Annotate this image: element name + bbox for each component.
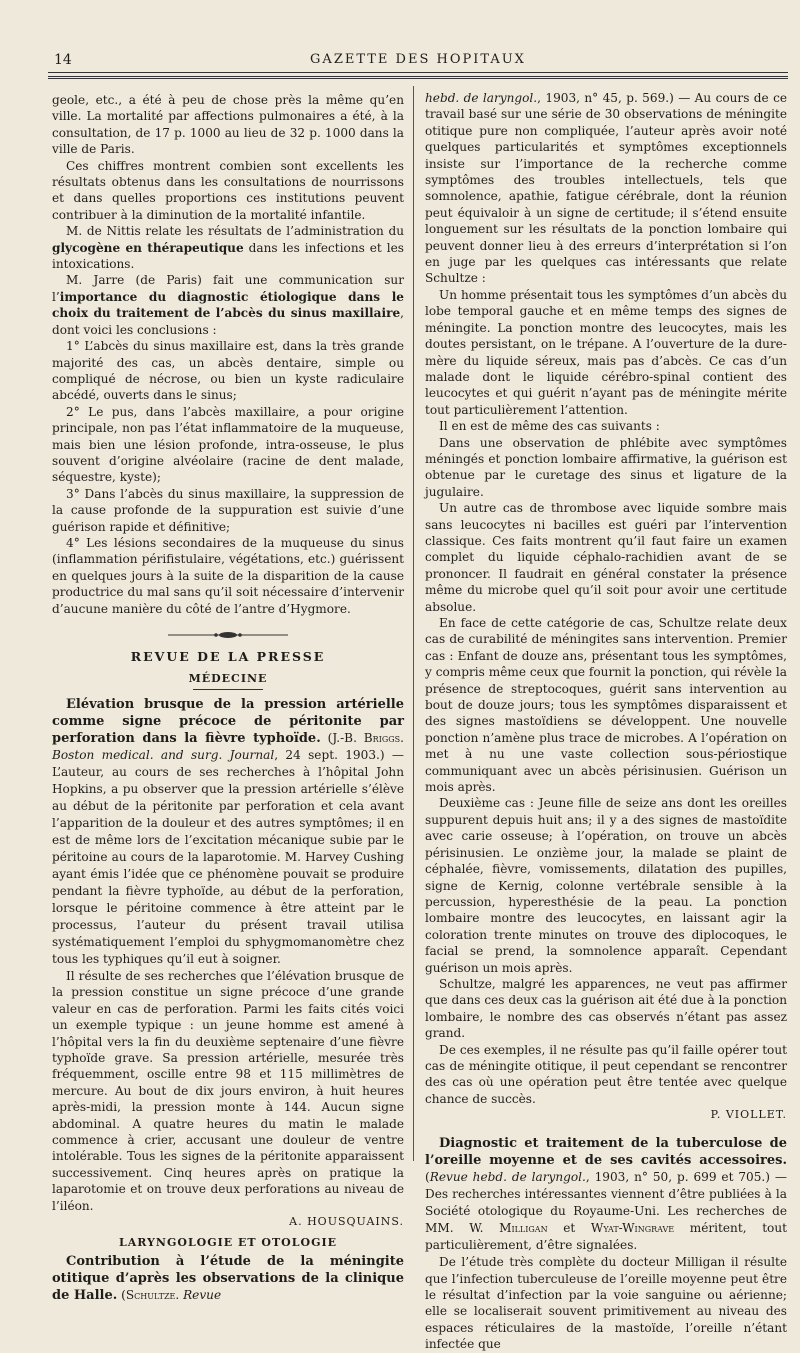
paragraph xyxy=(52,223,404,272)
ornament-divider xyxy=(52,625,404,637)
journal-name: Revue hebd. de laryngol. xyxy=(429,1170,586,1185)
paragraph: Un autre cas de thrombose avec liquide sombre mais sans leucocytes ni bacilles est guéri par l’intervention classique. Ces faits montrent qu’il faut faire un examen complet du liquide céphalo-rachidien avant de se prononcer. Il faudrait en général constater la présence même du microbe quel qu’il soit pour avoir une certitude absolue. xyxy=(425,501,787,614)
text-span: méritent, tout particulièrement, d’être signalées. xyxy=(425,1221,787,1253)
text-span: ( xyxy=(117,1288,126,1303)
paragraph: Schultze, malgré les apparences, ne veut pas affirmer que dans ces deux cas la guérison ait été due à la ponction lombaire, le nombre des cas observés n’étant pas assez grand. xyxy=(425,976,787,1041)
text-span: . xyxy=(400,731,404,745)
paragraph: geole, etc., a été à peu de chose près la même qu’en ville. La mortalité par affections pulmonaires a été, à la consultation, de 17 p. 1000 au lieu de 32 p. 1000 dans la ville de Paris. xyxy=(52,93,404,157)
title-text: Contribution à l’étude de la méningite otitique d’après les observations de la clinique de Halle. xyxy=(52,1254,404,1304)
paragraph: De ces exemples, il ne résulte pas qu’il faille opérer tout cas de méningite otitique, il peut cependant se rencontrer des cas où une opération peut être tentée avec quelque chance de succès. xyxy=(425,1042,787,1106)
column-divider xyxy=(413,86,414,1161)
author-name: Milligan xyxy=(499,1221,548,1236)
right-column xyxy=(425,90,787,1353)
journal-name: hebd. de laryngol. xyxy=(425,91,538,105)
paragraph xyxy=(52,272,404,338)
journal-name: Revue xyxy=(183,1288,222,1303)
text-span: M. de Nittis relate les résultats de l’administration du xyxy=(66,224,404,239)
text-span: dans les infections et les intoxications. xyxy=(52,240,404,272)
article-title xyxy=(52,696,404,968)
journal-name: Boston medical. and surg. Journal xyxy=(52,748,275,762)
author-signature: A. HOUSQUAINS. xyxy=(289,1215,404,1229)
page-number: 14 xyxy=(54,52,72,68)
spacer xyxy=(425,1121,787,1135)
left-column xyxy=(52,92,404,1304)
text-span: , 1903, n° 50, p. 699 et 705.) — Des recherches intéressantes viennent d’être publiées à la Société otologique du Royaume-Uni. Les recherches de MM. W. xyxy=(425,1170,787,1236)
running-title: GAZETTE DES HOPITAUX xyxy=(310,52,526,67)
text-span: et xyxy=(547,1221,591,1236)
author-name: Wyat-Wingrave xyxy=(590,1221,675,1236)
short-rule xyxy=(193,689,263,690)
author-name: Schultze xyxy=(125,1288,176,1303)
bold-topic: glycogène en thérapeutique xyxy=(52,240,244,255)
paragraph: De l’étude très complète du docteur Milligan il résulte que l’infection tuberculeuse de l’oreille moyenne peut être le résultat d’infection par la voie sanguine ou aérienne; elle se localiserait souvent primitivement au niveau des espaces réticulaires de la mastoïde, l’oreille n’étant infectée que xyxy=(425,1255,787,1352)
text-span: , 1903, n° 45, p. 569.) — Au cours de ce travail basé sur une série de 30 observations de méningite otitique pure non compliquée, l’auteur après avoir noté quelques particularités et symptômes exceptionnels insiste sur l’importance de la recherche comme symptômes des troubles intellectuels, tels que somnolence, apathie, fatigue cérébrale, dont la réunion peut équivaloir à un signe de certitude; il s’étend ensuite longuement sur les résultats de la ponction lombaire qui peuvent donner lieu à des erreurs d’interprétation si l’on en juge par les quelques cas intéressants que relate Schultze : xyxy=(425,91,787,286)
paragraph: Il résulte de ses recherches que l’élévation brusque de la pression constitue un signe précoce d’une grande valeur en cas de perforation. Parmi les faits cités voici un exemple typique : un jeune homme est amené à l’hôpital vers la fin du deuxième septenaire d’une fièvre typhoïde grave. Sa pression artérielle, mesurée très fréquemment, oscille entre 98 et 115 millimètres de mercure. Au bout de dix jours environ, à huit heures après-midi, la pression monte à 144. Aucun signe abdominal. A quatre heures du matin le malade commence à crier, accusant une douleur de ventre intolérable. Tous les signes de la péritonite apparaissent successivement. Cinq heures après on pratique la laparotomie et on trouve deux perforations au niveau de l’iléon. xyxy=(52,969,404,1213)
text-span: ( xyxy=(425,1170,430,1185)
article-title xyxy=(425,1135,787,1254)
list-item: 2° Le pus, dans l’abcès maxillaire, a pour origine principale, non pas l’état inflammatoire de la muqueuse, mais bien une lésion profonde, intra-osseuse, le plus souvent d’origine alvéolaire (racine de dent malade, séquestre, kyste); xyxy=(52,404,404,485)
paragraph: Deuxième cas : Jeune fille de seize ans dont les oreilles suppurent depuis huit ans; il y a des signes de mastoïdite avec carie osseuse; à l’opération, on trouve un abcès périsinusien. Le onzième jour, la malade se plaint de céphalée, fièvre, vomissements, dilatation des pupilles, signe de Kernig, colonne vertébrale sensible à la percussion, hyperesthésie de la peau. La ponction lombaire montre des leucocytes, en laissant agir la coloration trente minutes on trouve des diplocoques, le facial se prend, la somnolence apparaît. Cependant guérison un mois après. xyxy=(425,796,787,975)
list-item: 1° L’abcès du sinus maxillaire est, dans la très grande majorité des cas, un abcès dentaire, simple ou compliqué de nécrose, ou bien un kyste radiculaire abcédé, ouverts dans le sinus; xyxy=(52,339,404,403)
text-span: , 24 sept. 1903.) — L’auteur, au cours de ses recherches à l’hôpital John Hopkins, a pu observer que la pression artérielle s’élève au début de la péritonite par perforation et cela avant l’apparition de la douleur et des autres symptômes; il en est de même lors de l’excitation mécanique subie par le péritoine au cours de la laparotomie. M. Harvey Cushing ayant émis l’idée que ce phénomène pouvait se produire pendant la fièvre typhoïde, au début de la perforation, lorsque le péritoine commence à être atteint par le processus, l’auteur du présent travail utilisa systématiquement l’emploi du sphygmomanomètre chez tous les typhiques qu’il eut à soigner. xyxy=(52,748,405,966)
list-item: 4° Les lésions secondaires de la muqueuse du sinus (inflammation périfistulaire, végétations, etc.) guérissent en quelques jours à la suite de la disparition de la cause productrice du mal sans qu’il soit nécessaire d’intervenir d’aucune manière du côté de l’antre d’Hygmore. xyxy=(52,535,404,616)
section-title: REVUE DE LA PRESSE xyxy=(130,649,326,664)
paragraph: Dans une observation de phlébite avec symptômes méningés et ponction lombaire affirmative, la guérison est obtenue par le curetage des sinus et ligature de la jugulaire. xyxy=(425,435,787,499)
text-span: (J.-B. xyxy=(320,731,364,745)
paragraph: Ces chiffres montrent combien sont excellents les résultats obtenus dans les consultations de nourrissons et dans quelles proportions ces institutions peuvent contribuer à la diminution de la mortalité infantile. xyxy=(52,158,404,222)
author-name: Briggs xyxy=(363,731,401,745)
title-text: Diagnostic et traitement de la tuberculose de l’oreille moyenne et de ses cavités accessoires. xyxy=(425,1136,787,1169)
header-double-rule xyxy=(48,76,788,79)
header-rule xyxy=(48,72,788,73)
text-span: . xyxy=(175,1288,184,1303)
bold-topic: importance du diagnostic étiologique dans le choix du traitement de l’abcès du sinus maxillaire xyxy=(52,289,404,321)
paragraph xyxy=(425,90,787,287)
paragraph: Un homme présentait tous les symptômes d’un abcès du lobe temporal gauche et en même temps des signes de méningite. La ponction montre des leucocytes, mais les doutes persistant, on le trépane. A l’ouverture de la dure-mère du liquide séreux, mais pas d’abcès. Ce cas d’un malade dont le liquide cérébro-spinal contient des leucocytes et qui guérit n’ayant pas de méningite mérite tout particulièrement l’attention. xyxy=(425,287,787,417)
paragraph: En face de cette catégorie de cas, Schultze relate deux cas de curabilité de méningites sans intervention. Premier cas : Enfant de douze ans, présentant tous les symptômes, y compris même ceux que fournit la ponction, qui révèle la présence de streptocoques, guérit sans intervention au bout de douze jours; tous les symptômes disparaissent et des signes mastoïdiens se développent. Une nouvelle ponction n’amène plus trace de microbes. A l’opération on met à nu une vaste collection sous-périostique communiquant avec un abcès périsinusien. Guérison un mois après. xyxy=(425,616,787,795)
subsection-title: MÉDECINE xyxy=(188,672,268,685)
article-title xyxy=(52,1253,404,1304)
author-signature: P. VIOLLET. xyxy=(710,1108,787,1122)
list-item: 3° Dans l’abcès du sinus maxillaire, la suppression de la cause profonde de la suppuration est suivie d’une guérison rapide et définitive; xyxy=(52,486,404,534)
ornament-rule-icon xyxy=(168,630,288,640)
paragraph: Il en est de même des cas suivants : xyxy=(439,419,660,434)
text-span: M. Jarre (de Paris) fait une communication sur l’ xyxy=(52,273,404,304)
subsection-title: LARYNGOLOGIE ET OTOLOGIE xyxy=(118,1236,337,1250)
text-span: , dont voici les conclusions : xyxy=(52,306,404,337)
title-text: Elévation brusque de la pression artérielle comme signe précoce de péritonite par perforation dans la fièvre typhoïde. xyxy=(52,697,404,746)
page-header xyxy=(48,44,788,70)
